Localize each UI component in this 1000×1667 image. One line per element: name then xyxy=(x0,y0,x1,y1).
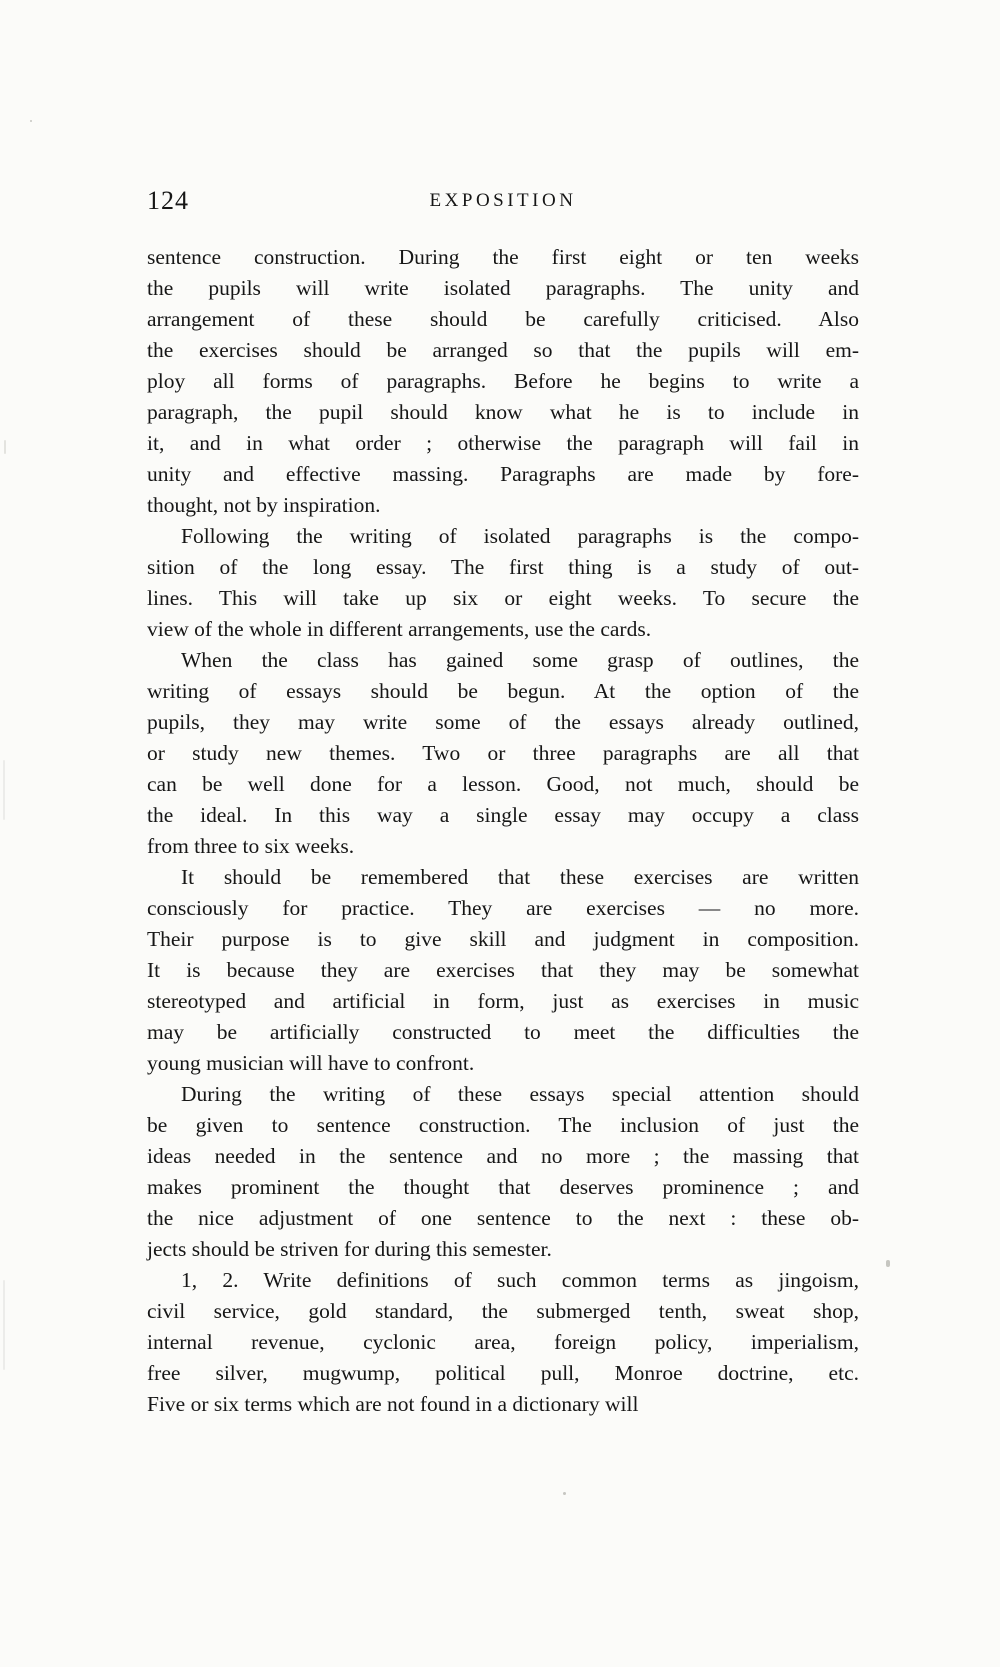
text-line: young musician will have to confront. xyxy=(147,1051,475,1075)
scan-artifact xyxy=(886,1260,890,1267)
text-line: Following the writing of isolated paragraphs is the compo- xyxy=(181,524,859,548)
text-line: the nice adjustment of one sentence to the next : these ob- xyxy=(147,1206,859,1230)
text-line: may be artificially constructed to meet the difficulties the xyxy=(147,1020,859,1044)
text-line: arrangement of these should be carefully criticised. Also xyxy=(147,307,859,331)
text-line: writing of essays should be begun. At the option of the xyxy=(147,679,859,703)
text-line: sentence construction. During the first eight or ten weeks xyxy=(147,245,859,269)
text-line: ploy all forms of paragraphs. Before he begins to write a xyxy=(147,369,859,393)
paragraph xyxy=(147,645,859,862)
text-line: It should be remembered that these exercises are written xyxy=(181,865,859,889)
paragraph xyxy=(147,862,859,1079)
text-line: lines. This will take up six or eight weeks. To secure the xyxy=(147,586,859,610)
text-line: internal revenue, cyclonic area, foreign policy, imperialism, xyxy=(147,1330,859,1354)
text-line: makes prominent the thought that deserves prominence ; and xyxy=(147,1175,859,1199)
text-line: stereotyped and artificial in form, just as exercises in music xyxy=(147,989,859,1013)
text-line: the exercises should be arranged so that the pupils will em- xyxy=(147,338,859,362)
text-line: thought, not by inspiration. xyxy=(147,493,381,517)
text-line: view of the whole in different arrangements, use the cards. xyxy=(147,617,652,641)
text-line: It is because they are exercises that they may be somewhat xyxy=(147,958,859,982)
text-line: Their purpose is to give skill and judgment in composition. xyxy=(147,927,859,951)
paragraph xyxy=(147,242,859,521)
running-header-title: EXPOSITION xyxy=(429,190,577,211)
text-line: When the class has gained some grasp of outlines, the xyxy=(181,648,859,672)
text-line: the pupils will write isolated paragraphs. The unity and xyxy=(147,276,859,300)
text-line: the ideal. In this way a single essay may occupy a class xyxy=(147,803,859,827)
text-line: Five or six terms which are not found in a dictionary will xyxy=(147,1392,639,1416)
page-header xyxy=(147,186,859,220)
text-line: sition of the long essay. The first thing is a study of out- xyxy=(147,555,859,579)
book-page xyxy=(147,186,859,1420)
scan-artifact xyxy=(4,440,6,454)
text-line: During the writing of these essays special attention should xyxy=(181,1082,859,1106)
body-text xyxy=(147,242,859,1420)
text-line: 1, 2. Write definitions of such common terms as jingoism, xyxy=(181,1268,859,1292)
text-line: it, and in what order ; otherwise the paragraph will fail in xyxy=(147,431,859,455)
text-line: paragraph, the pupil should know what he is to include in xyxy=(147,400,859,424)
scan-artifact xyxy=(30,120,32,122)
text-line: be given to sentence construction. The inclusion of just the xyxy=(147,1113,859,1137)
text-line: from three to six weeks. xyxy=(147,834,355,858)
paragraph xyxy=(147,521,859,645)
text-line: or study new themes. Two or three paragraphs are all that xyxy=(147,741,859,765)
text-line: can be well done for a lesson. Good, not much, should be xyxy=(147,772,859,796)
text-line: unity and effective massing. Paragraphs are made by fore- xyxy=(147,462,859,486)
paragraph xyxy=(147,1079,859,1265)
page-number: 124 xyxy=(147,186,189,215)
scan-artifact xyxy=(3,1280,5,1370)
text-line: consciously for practice. They are exercises — no more. xyxy=(147,896,859,920)
text-line: free silver, mugwump, political pull, Monroe doctrine, etc. xyxy=(147,1361,859,1385)
scan-artifact xyxy=(563,1492,566,1495)
scan-artifact xyxy=(3,760,5,820)
text-line: pupils, they may write some of the essays already outlined, xyxy=(147,710,859,734)
text-line: civil service, gold standard, the submerged tenth, sweat shop, xyxy=(147,1299,859,1323)
text-line: jects should be striven for during this semester. xyxy=(147,1237,552,1261)
paragraph xyxy=(147,1265,859,1420)
text-line: ideas needed in the sentence and no more ; the massing that xyxy=(147,1144,859,1168)
